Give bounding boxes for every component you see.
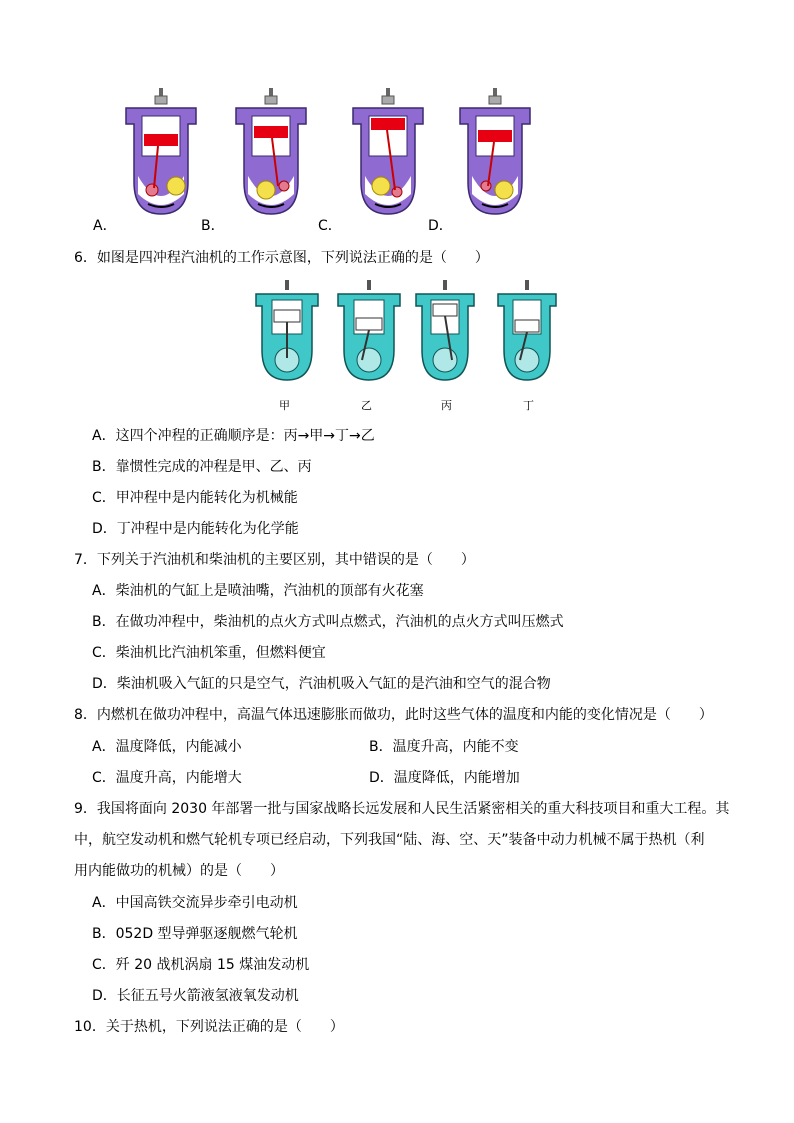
q9-option-c[interactable]: C．歼 20 战机涡扇 15 煤油发动机	[92, 957, 310, 973]
q7-option-c[interactable]: C．柴油机比汽油机笨重，但燃料便宜	[92, 645, 326, 661]
q8-option-c[interactable]: C．温度升高，内能增大	[92, 770, 242, 786]
q5-engine-a-image	[118, 86, 204, 218]
q6-engine-ding-image	[494, 280, 560, 386]
q6-engine-jia-image	[252, 280, 322, 386]
q9-stem-line-3: 用内能做功的机械）的是（ ）	[74, 863, 284, 879]
q10-stem: 10．关于热机，下列说法正确的是（ ）	[74, 1019, 344, 1035]
q9-option-a[interactable]: A．中国高铁交流异步牵引电动机	[92, 895, 298, 911]
q6-caption-ding: 丁	[523, 399, 534, 412]
q6-stem: 6．如图是四冲程汽油机的工作示意图，下列说法正确的是（ ）	[74, 250, 489, 266]
q5-option-a-label[interactable]: A．	[93, 218, 117, 234]
q6-option-c[interactable]: C．甲冲程中是内能转化为机械能	[92, 490, 298, 506]
q9-option-d[interactable]: D．长征五号火箭液氢液氧发动机	[92, 988, 299, 1004]
q5-option-d-label[interactable]: D．	[428, 218, 453, 234]
q8-option-a[interactable]: A．温度降低，内能减小	[92, 739, 242, 755]
q7-option-b[interactable]: B．在做功冲程中，柴油机的点火方式叫点燃式，汽油机的点火方式叫压燃式	[92, 614, 564, 630]
q6-engine-yi-image	[334, 280, 404, 386]
q7-option-a[interactable]: A．柴油机的气缸上是喷油嘴，汽油机的顶部有火花塞	[92, 583, 424, 599]
q6-caption-yi: 乙	[361, 399, 372, 412]
q6-option-a[interactable]: A．这四个冲程的正确顺序是：丙→甲→丁→乙	[92, 428, 375, 444]
q5-option-c-label[interactable]: C．	[318, 218, 342, 234]
q5-figure-row	[0, 0, 794, 240]
q6-option-b[interactable]: B．靠惯性完成的冲程是甲、乙、丙	[92, 459, 312, 475]
q5-engine-d-image	[452, 86, 538, 218]
q8-stem: 8．内燃机在做功冲程中，高温气体迅速膨胀而做功，此时这些气体的温度和内能的变化情况是（ ）	[74, 707, 713, 723]
q7-option-d[interactable]: D．柴油机吸入气缸的只是空气，汽油机吸入气缸的是汽油和空气的混合物	[92, 676, 551, 692]
q6-figure-row	[0, 278, 794, 413]
q9-stem-line-2: 中，航空发动机和燃气轮机专项已经启动，下列我国“陆、海、空、天”装备中动力机械不属于热机（利	[74, 832, 705, 848]
q6-caption-bing: 丙	[441, 399, 452, 412]
q7-stem: 7．下列关于汽油机和柴油机的主要区别，其中错误的是（ ）	[74, 552, 475, 568]
q6-caption-jia: 甲	[279, 399, 290, 412]
q8-option-b[interactable]: B．温度升高，内能不变	[369, 739, 519, 755]
q6-engine-bing-image	[412, 280, 478, 386]
q9-stem-line-1: 9．我国将面向 2030 年部署一批与国家战略长远发展和人民生活紧密相关的重大科技项目和重大工程。其	[74, 801, 730, 817]
q6-option-d[interactable]: D．丁冲程中是内能转化为化学能	[92, 521, 299, 537]
q8-option-d[interactable]: D．温度降低，内能增加	[369, 770, 520, 786]
q5-engine-b-image	[228, 86, 314, 218]
q9-option-b[interactable]: B．052D 型导弹驱逐舰燃气轮机	[92, 926, 298, 942]
q5-option-b-label[interactable]: B．	[201, 218, 225, 234]
q5-engine-c-image	[345, 86, 431, 218]
